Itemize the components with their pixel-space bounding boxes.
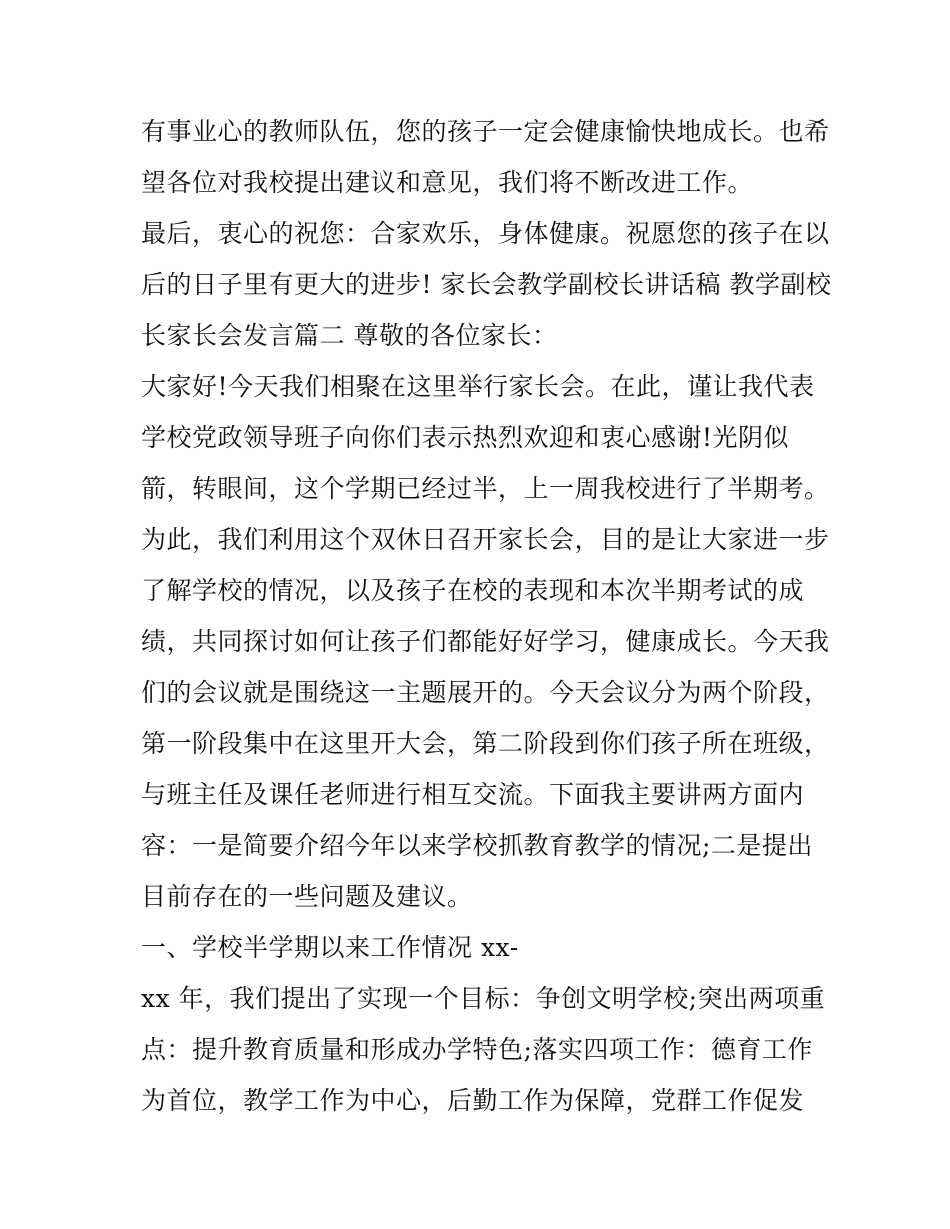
text-line: 目前存在的一些问题及建议。	[141, 882, 473, 911]
text-line: 为此，我们利用这个双休日召开家长会，目的是让大家进一步	[141, 525, 830, 554]
text-line: 最后，衷心的祝您：合家欢乐，身体健康。祝愿您的孩子在以	[141, 219, 830, 248]
text-line: 学校党政领导班子向你们表示热烈欢迎和衷心感谢!光阴似	[141, 423, 790, 452]
text-line: 们的会议就是围绕这一主题展开的。今天会议分为两个阶段，	[141, 678, 830, 707]
text-line: 望各位对我校提出建议和意见，我们将不断改进工作。	[141, 168, 754, 197]
text-line: 绩，共同探讨如何让孩子们都能好好学习，健康成长。今天我	[141, 627, 830, 656]
section-heading: 一、学校半学期以来工作情况 xx-	[141, 933, 519, 962]
text-line: 第一阶段集中在这里开大会，第二阶段到你们孩子所在班级，	[141, 729, 830, 758]
text-line: xx 年，我们提出了实现一个目标：争创文明学校;突出两项重	[141, 984, 826, 1013]
text-line: 为首位，教学工作为中心，后勤工作为保障，党群工作促发	[141, 1086, 805, 1115]
text-line: 容：一是简要介绍今年以来学校抓教育教学的情况;二是提出	[141, 831, 813, 860]
text-line: 了解学校的情况，以及孩子在校的表现和本次半期考试的成	[141, 576, 805, 605]
text-line: 与班主任及课任老师进行相互交流。下面我主要讲两方面内	[141, 780, 805, 809]
text-line: 后的日子里有更大的进步! 家长会教学副校长讲话稿 教学副校	[141, 270, 832, 299]
text-line: 点：提升教育质量和形成办学特色;落实四项工作：德育工作	[141, 1035, 813, 1064]
text-line: 箭，转眼间，这个学期已经过半，上一周我校进行了半期考。	[141, 474, 830, 503]
text-line: 长家长会发言篇二 尊敬的各位家长：	[141, 321, 558, 350]
body-text	[141, 106, 832, 1126]
text-line: 有事业心的教师队伍，您的孩子一定会健康愉快地成长。也希	[141, 117, 830, 146]
text-line: 大家好!今天我们相聚在这里举行家长会。在此，谨让我代表	[141, 372, 815, 401]
